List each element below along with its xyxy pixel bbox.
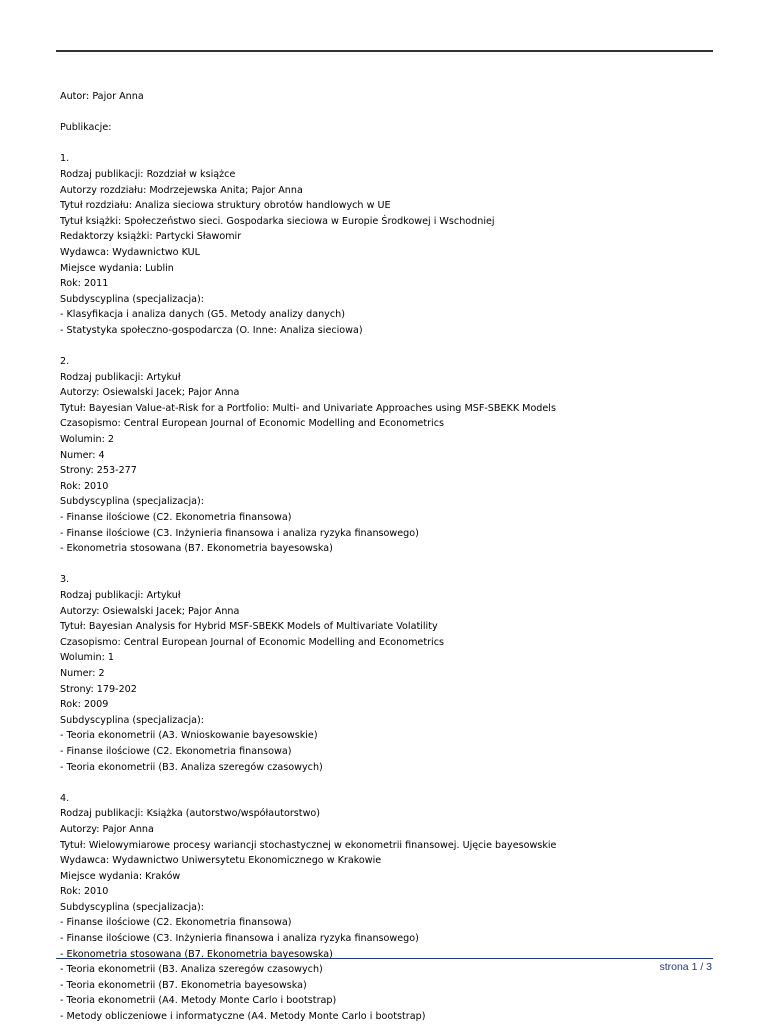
publication-field: Wydawca: Wydawnictwo KUL	[60, 246, 201, 258]
header-rule	[56, 50, 713, 52]
publication-field: - Metody obliczeniowe i informatyczne (A4. Metody Monte Carlo i bootstrap)	[60, 1011, 426, 1023]
publication-field: - Finanse ilościowe (C2. Ekonometria finansowa)	[60, 512, 292, 524]
publication-field: - Finanse ilościowe (C2. Ekonometria finansowa)	[60, 917, 292, 929]
publication-field: - Teoria ekonometrii (A3. Wnioskowanie bayesowskie)	[60, 730, 318, 742]
publication-field: Rok: 2010	[60, 886, 109, 898]
publication-field: Subdyscyplina (specjalizacja):	[60, 293, 204, 305]
publication-field: Rok: 2010	[60, 480, 109, 492]
publication-field: Czasopismo: Central European Journal of Economic Modelling and Econometrics	[60, 418, 444, 430]
publication-field: Autorzy: Osiewalski Jacek; Pajor Anna	[60, 387, 240, 399]
publication-field: - Ekonometria stosowana (B7. Ekonometria bayesowska)	[60, 948, 333, 960]
document-body	[60, 89, 710, 1025]
publications-heading: Publikacje:	[60, 122, 112, 134]
publication-field: Subdyscyplina (specjalizacja):	[60, 714, 204, 726]
publication-list	[60, 151, 710, 1024]
publication-field: Tytuł: Bayesian Analysis for Hybrid MSF-SBEKK Models of Multivariate Volatility	[60, 621, 438, 633]
publication-field: Numer: 4	[60, 449, 105, 461]
publication-field: - Teoria ekonometrii (B3. Analiza szeregów czasowych)	[60, 761, 323, 773]
publication-field: Redaktorzy książki: Partycki Sławomir	[60, 231, 242, 243]
publication-field: - Statystyka społeczno-gospodarcza (O. Inne: Analiza sieciowa)	[60, 324, 363, 336]
publication-field: Miejsce wydania: Kraków	[60, 870, 181, 882]
publication-field: - Teoria ekonometrii (B7. Ekonometria bayesowska)	[60, 979, 307, 991]
publication-number: 3.	[60, 574, 70, 586]
publication-entry	[60, 354, 710, 557]
publication-field: - Ekonometria stosowana (B7. Ekonometria bayesowska)	[60, 543, 333, 555]
publication-field: Rodzaj publikacji: Artykuł	[60, 371, 181, 383]
publication-field: - Finanse ilościowe (C3. Inżynieria finansowa i analiza ryzyka finansowego)	[60, 527, 419, 539]
publication-field: - Finanse ilościowe (C2. Ekonometria finansowa)	[60, 745, 292, 757]
publication-field: Rok: 2011	[60, 278, 109, 290]
publication-field: - Klasyfikacja i analiza danych (G5. Metody analizy danych)	[60, 309, 345, 321]
publication-field: Rok: 2009	[60, 699, 109, 711]
publication-field: Wydawca: Wydawnictwo Uniwersytetu Ekonomicznego w Krakowie	[60, 855, 382, 867]
publication-field: Autorzy: Pajor Anna	[60, 823, 154, 835]
publication-field: Subdyscyplina (specjalizacja):	[60, 901, 204, 913]
publication-field: Strony: 179-202	[60, 683, 137, 695]
page-number: strona 1 / 3	[659, 961, 712, 973]
publication-field: Autorzy rozdziału: Modrzejewska Anita; Pajor Anna	[60, 184, 303, 196]
publication-field: Subdyscyplina (specjalizacja):	[60, 496, 204, 508]
publication-entry	[60, 572, 710, 775]
publication-field: Tytuł książki: Społeczeństwo sieci. Gospodarka sieciowa w Europie Środkowej i Wschodniej	[60, 215, 495, 227]
publication-field: Czasopismo: Central European Journal of Economic Modelling and Econometrics	[60, 636, 444, 648]
publication-field: Tytuł rozdziału: Analiza sieciowa struktury obrotów handlowych w UE	[60, 200, 391, 212]
footer-rule	[56, 958, 713, 959]
publication-field: Wolumin: 1	[60, 652, 115, 664]
publication-field: Tytuł: Wielowymiarowe procesy wariancji stochastycznej w ekonometrii finansowej. Ujęcie bayesowskie	[60, 839, 557, 851]
publication-field: Miejsce wydania: Lublin	[60, 262, 174, 274]
publication-number: 2.	[60, 356, 70, 368]
publication-entry	[60, 791, 710, 1025]
publication-field: Tytuł: Bayesian Value-at-Risk for a Portfolio: Multi- and Univariate Approaches using MSF-SBEKK Models	[60, 402, 556, 414]
publication-entry	[60, 151, 710, 338]
publication-field: - Finanse ilościowe (C3. Inżynieria finansowa i analiza ryzyka finansowego)	[60, 933, 419, 945]
publication-number: 4.	[60, 792, 70, 804]
publication-field: Autorzy: Osiewalski Jacek; Pajor Anna	[60, 605, 240, 617]
publication-field: Rodzaj publikacji: Rozdział w książce	[60, 168, 236, 180]
publication-number: 1.	[60, 153, 70, 165]
publication-field: - Teoria ekonometrii (A4. Metody Monte Carlo i bootstrap)	[60, 995, 337, 1007]
publication-field: Rodzaj publikacji: Książka (autorstwo/współautorstwo)	[60, 808, 321, 820]
publication-field: Strony: 253-277	[60, 465, 137, 477]
publication-field: Rodzaj publikacji: Artykuł	[60, 590, 181, 601]
publication-field: Wolumin: 2	[60, 434, 115, 446]
publication-field: - Teoria ekonometrii (B3. Analiza szeregów czasowych)	[60, 964, 323, 976]
author-line: Autor: Pajor Anna	[60, 91, 144, 102]
publication-field: Numer: 2	[60, 667, 105, 679]
